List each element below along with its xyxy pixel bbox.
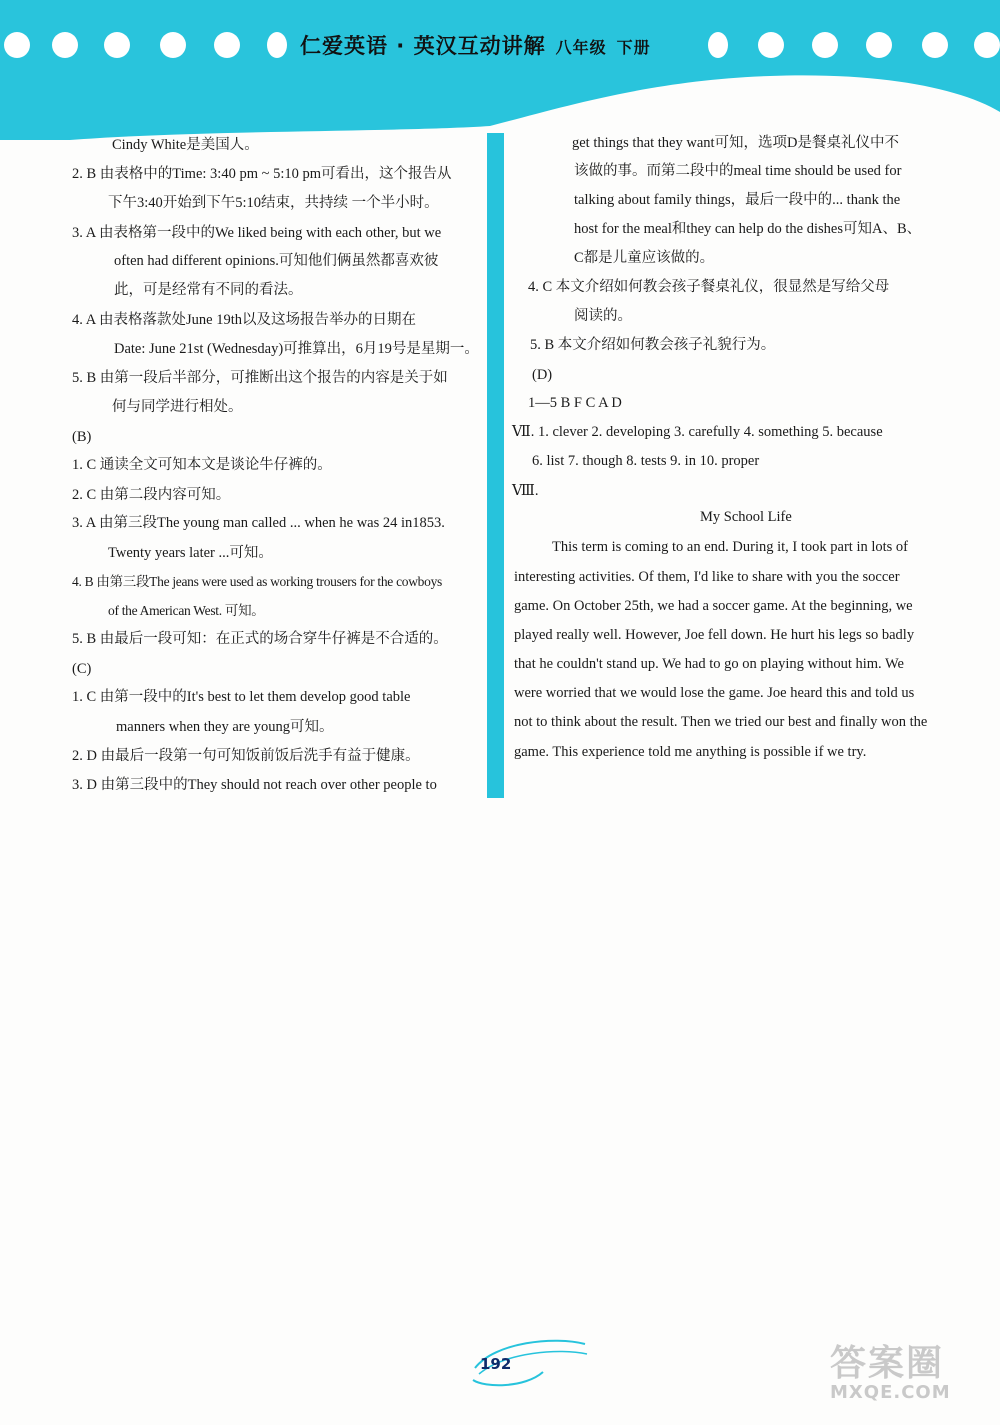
answer-line: 6. list 7. though 8. tests 9. in 10. proper <box>532 453 760 469</box>
answer-line: Cindy White是美国人。 <box>112 137 259 153</box>
watermark-logo <box>830 1335 990 1403</box>
watermark-bottom: MXQE.COM <box>830 1382 951 1403</box>
answer-line: 2. C 由第二段内容可知。 <box>72 487 231 503</box>
answer-line: 4. B 由第三段The jeans were used as working trousers for the cowboys <box>72 574 442 589</box>
essay-line: that he couldn't stand up. We had to go on playing without him. We <box>514 656 904 672</box>
answer-line: 2. B 由表格中的Time: 3:40 pm ~ 5:10 pm可看出，这个报告从 <box>72 166 452 182</box>
grade-label: 八年级 <box>555 38 607 57</box>
answer-line: 3. D 由第三段中的They should not reach over other people to <box>72 777 437 793</box>
book-title-text: 仁爱英语 · 英汉互动讲解 <box>300 34 546 58</box>
answer-line: Twenty years later ...可知。 <box>108 545 273 561</box>
answer-line: 4. C 本文介绍如何教会孩子餐桌礼仪，很显然是写给父母 <box>528 279 890 295</box>
essay-title: My School Life <box>700 509 792 525</box>
answer-line: 1. C 由第一段中的It's best to let them develop good table <box>72 689 411 705</box>
essay-line: were worried that we would lose the game. Joe heard this and told us <box>514 685 915 701</box>
answer-line: host for the meal和they can help do the dishes可知A、B、 <box>574 221 922 237</box>
answer-line: manners when they are young可知。 <box>116 719 334 735</box>
answer-line: often had different opinions.可知他们俩虽然都喜欢彼 <box>114 253 439 269</box>
answer-line: 3. A 由表格第一段中的We liked being with each other, but we <box>72 225 442 241</box>
essay-line: game. On October 25th, we had a soccer game. At the beginning, we <box>514 598 913 614</box>
answer-line: 何与同学进行相处。 <box>112 399 243 415</box>
answer-line: 该做的事。而第二段中的meal time should be used for <box>574 163 902 179</box>
book-title <box>300 30 651 60</box>
answer-line: 5. B 本文介绍如何教会孩子礼貌行为。 <box>530 337 776 353</box>
volume-label: 下册 <box>616 38 651 57</box>
page-number: 192 <box>480 1355 512 1373</box>
essay-line: game. This experience told me anything is possible if we try. <box>514 744 867 760</box>
essay-line: played really well. However, Joe fell down. He hurt his legs so badly <box>514 627 915 643</box>
header-banner <box>0 0 1000 140</box>
answer-line: 3. A 由第三段The young man called ... when he was 24 in1853. <box>72 515 445 531</box>
answer-line: Ⅶ. 1. clever 2. developing 3. carefully 4. something 5. because <box>512 424 883 440</box>
essay-line: not to think about the result. Then we tried our best and finally won the <box>514 714 928 730</box>
answer-line: Date: June 21st (Wednesday)可推算出，6月19号是星期一。 <box>114 341 479 357</box>
answer-line: get things that they want可知，选项D是餐桌礼仪中不 <box>572 135 900 151</box>
answer-line: 此，可是经常有不同的看法。 <box>114 282 303 298</box>
answer-line: C都是儿童应该做的。 <box>574 250 715 266</box>
answer-line: 2. D 由最后一段第一句可知饭前饭后洗手有益于健康。 <box>72 748 420 764</box>
answer-line: 1—5 B F C A D <box>528 395 622 411</box>
section-label: (D) <box>532 367 553 383</box>
answer-line: 5. B 由最后一段可知：在正式的场合穿牛仔裤是不合适的。 <box>72 631 448 647</box>
section-label: (C) <box>72 661 92 677</box>
page-number-swoosh <box>455 1330 595 1390</box>
answer-line: 阅读的。 <box>574 308 632 324</box>
section-label: (B) <box>72 429 92 445</box>
answer-line: 下午3:40开始到下午5:10结束，共持续 一个半小时。 <box>108 195 439 211</box>
section-label: Ⅷ. <box>512 483 539 499</box>
answer-line: 4. A 由表格落款处June 19th以及这场报告举办的日期在 <box>72 312 416 328</box>
essay-line: interesting activities. Of them, I'd like to share with you the soccer <box>514 569 900 585</box>
answer-line: 1. C 通读全文可知本文是谈论牛仔裤的。 <box>72 457 332 473</box>
column-divider <box>487 133 504 798</box>
essay-line: This term is coming to an end. During it, I took part in lots of <box>552 539 909 555</box>
watermark-top: 答案圈 <box>830 1343 945 1384</box>
answer-line: of the American West. 可知。 <box>108 603 265 618</box>
answer-line: 5. B 由第一段后半部分，可推断出这个报告的内容是关于如 <box>72 370 448 386</box>
answer-line: talking about family things，最后一段中的... thank the <box>574 192 901 208</box>
